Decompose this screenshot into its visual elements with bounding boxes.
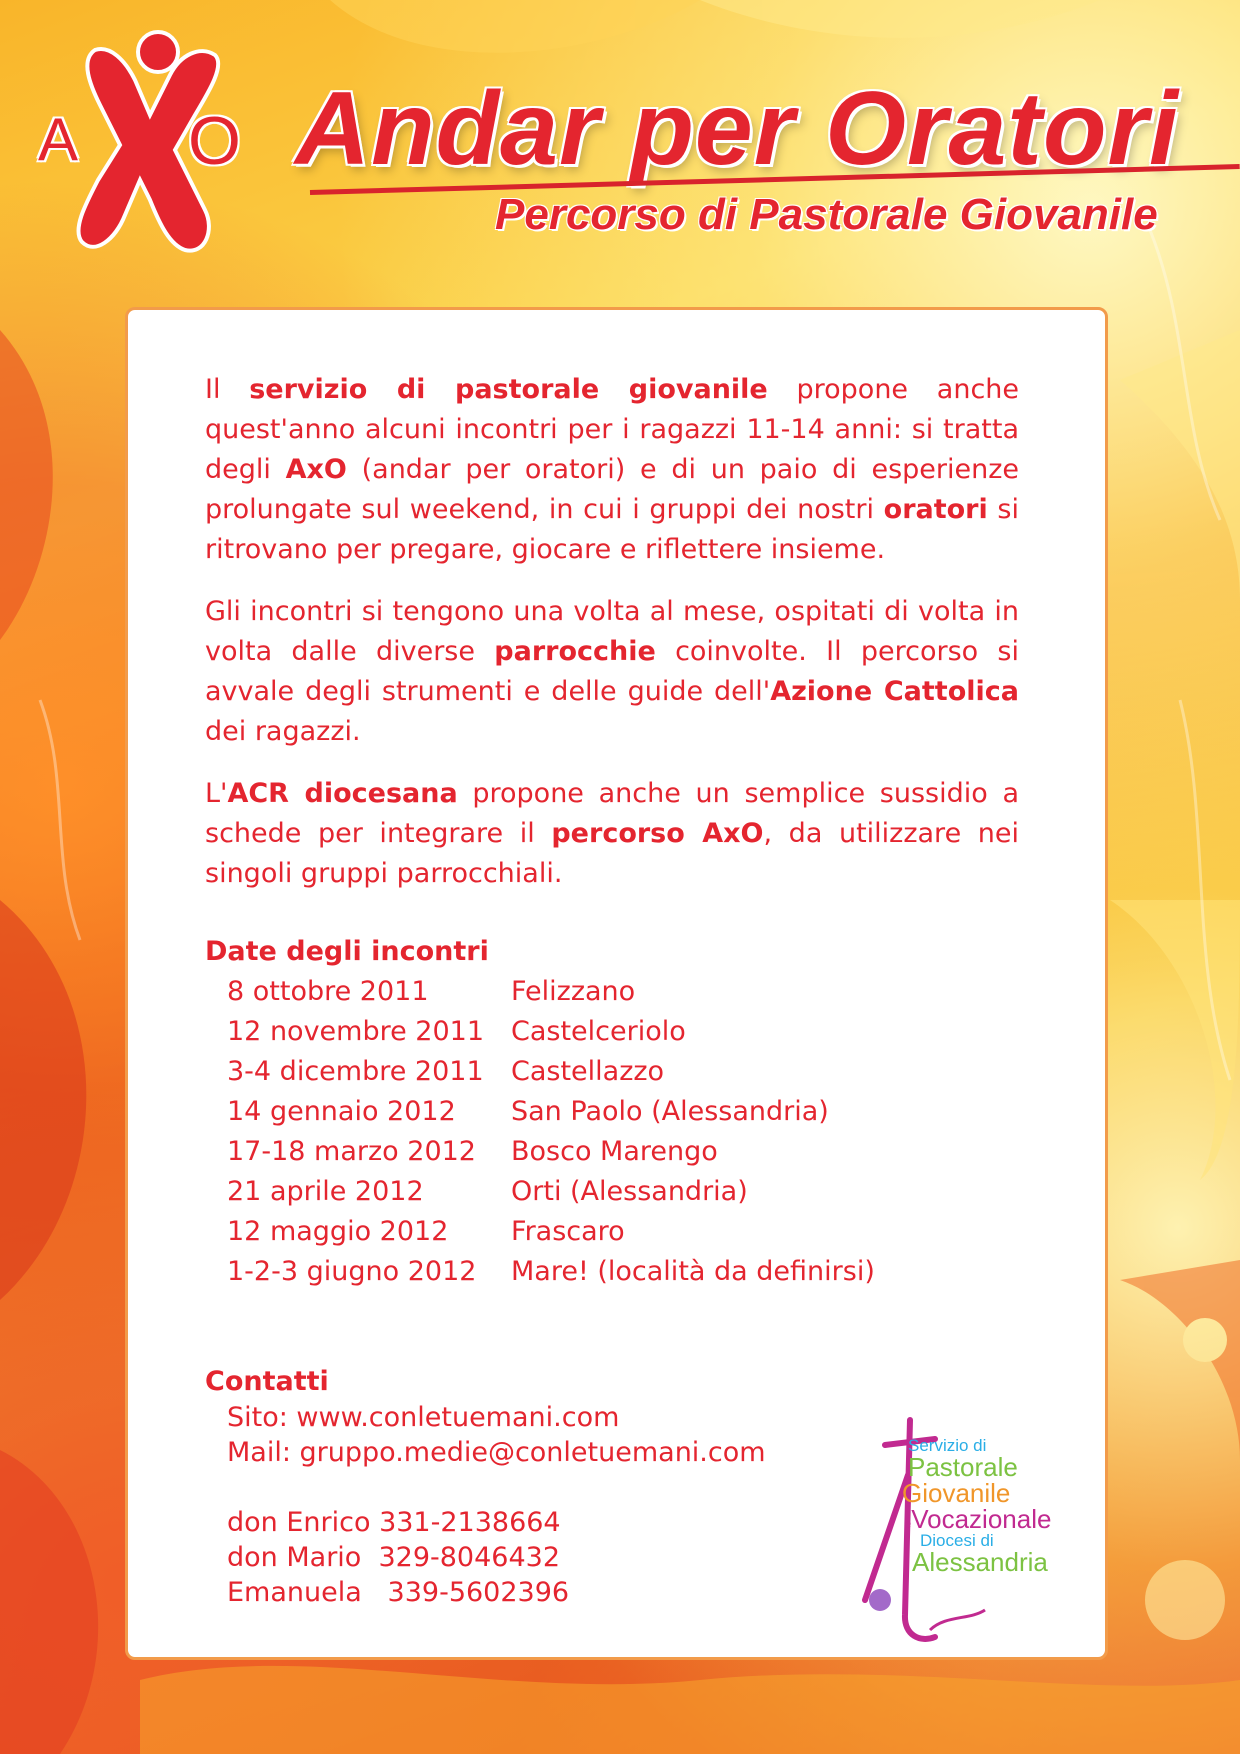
contact-person: don Enrico 331-2138664	[227, 1507, 561, 1538]
intro-paragraph-2	[205, 592, 1019, 752]
axo-logo-letter-a: A	[38, 106, 79, 173]
logo-line-diocesi: Diocesi di	[920, 1531, 994, 1550]
date-place: Felizzano	[511, 976, 636, 1007]
contact-mail: Mail: gruppo.medie@conletuemani.com	[227, 1437, 766, 1468]
date-when: 14 gennaio 2012	[227, 1096, 456, 1127]
date-place: San Paolo (Alessandria)	[511, 1096, 829, 1127]
logo-line-giovanile: Giovanile	[902, 1478, 1011, 1508]
date-place: Mare! (località da definirsi)	[511, 1256, 875, 1287]
bold-text: Azione Cattolica	[770, 676, 1020, 707]
page-subtitle: Percorso di Pastorale Giovanile	[495, 190, 1158, 239]
date-place: Castellazzo	[511, 1056, 665, 1087]
text-run: Gli incontri si tengono una volta al mese, ospitati di volta in volta dalle diverse	[205, 596, 1019, 667]
date-when: 12 novembre 2011	[227, 1016, 485, 1047]
date-row	[205, 1092, 1019, 1132]
date-when: 8 ottobre 2011	[227, 976, 429, 1007]
text-run: Il	[205, 374, 250, 405]
date-when: 1-2-3 giugno 2012	[227, 1256, 477, 1287]
date-row	[205, 972, 1019, 1012]
bold-text: oratori	[883, 494, 988, 525]
date-row	[205, 1052, 1019, 1092]
date-when: 17-18 marzo 2012	[227, 1136, 476, 1167]
text-run: si ritrovano per pregare, giocare e riflettere insieme.	[205, 494, 1019, 565]
bold-text: servizio di pastorale giovanile	[249, 374, 768, 405]
date-when: 12 maggio 2012	[227, 1216, 449, 1247]
date-row	[205, 1012, 1019, 1052]
text-run: propone anche quest'anno alcuni incontri per i ragazzi 11-14 anni: si tratta degli	[205, 374, 1020, 485]
date-row	[205, 1172, 1019, 1212]
contact-person: don Mario 329-8046432	[227, 1542, 561, 1573]
text-run: , da utilizzare nei singoli gruppi parrocchiali.	[205, 818, 1020, 889]
date-place: Castelceriolo	[511, 1016, 686, 1047]
bold-text: AxO	[285, 454, 347, 485]
date-place: Bosco Marengo	[511, 1136, 718, 1167]
logo-line-servizio: Servizio di	[908, 1436, 987, 1455]
bold-text: parrocchie	[494, 636, 656, 667]
logo-line-vocazionale: eVocazionale	[904, 1504, 1052, 1534]
date-when: 3-4 dicembre 2011	[227, 1056, 484, 1087]
date-place: Frascaro	[511, 1216, 625, 1247]
pastorale-giovanile-logo-text	[902, 1436, 1052, 1577]
axo-logo-letter-o: O	[188, 103, 241, 179]
intro-paragraph-1	[205, 370, 1019, 570]
date-place: Orti (Alessandria)	[511, 1176, 748, 1207]
text-run: coinvolte. Il percorso si avvale degli strumenti e delle guide dell'	[205, 636, 1019, 707]
text-run: (andar per oratori) e di un paio di esperienze prolungate sul weekend, in cui i gruppi dei nostri	[205, 454, 1019, 525]
date-row	[205, 1252, 1019, 1292]
dates-list	[205, 972, 1019, 1292]
date-row	[205, 1132, 1019, 1172]
page-title: Andar per Oratori	[295, 71, 1179, 187]
text-run: propone anche un semplice sussidio a schede per integrare il	[205, 778, 1019, 849]
text-run: dei ragazzi.	[205, 716, 361, 747]
intro-paragraph-3	[205, 774, 1019, 894]
date-row	[205, 1212, 1019, 1252]
contact-person: Emanuela 339-5602396	[227, 1577, 570, 1608]
dates-title: Date degli incontri	[205, 936, 489, 967]
contacts-title: Contatti	[205, 1366, 329, 1397]
logo-line-pastorale: Pastorale	[908, 1452, 1018, 1482]
contact-site: Sito: www.conletuemani.com	[227, 1402, 620, 1433]
bold-text: percorso AxO	[551, 818, 764, 849]
logo-line-alessandria: Alessandria	[912, 1547, 1048, 1577]
text-run: L'	[205, 778, 228, 809]
bold-text: ACR diocesana	[227, 778, 458, 809]
date-when: 21 aprile 2012	[227, 1176, 424, 1207]
